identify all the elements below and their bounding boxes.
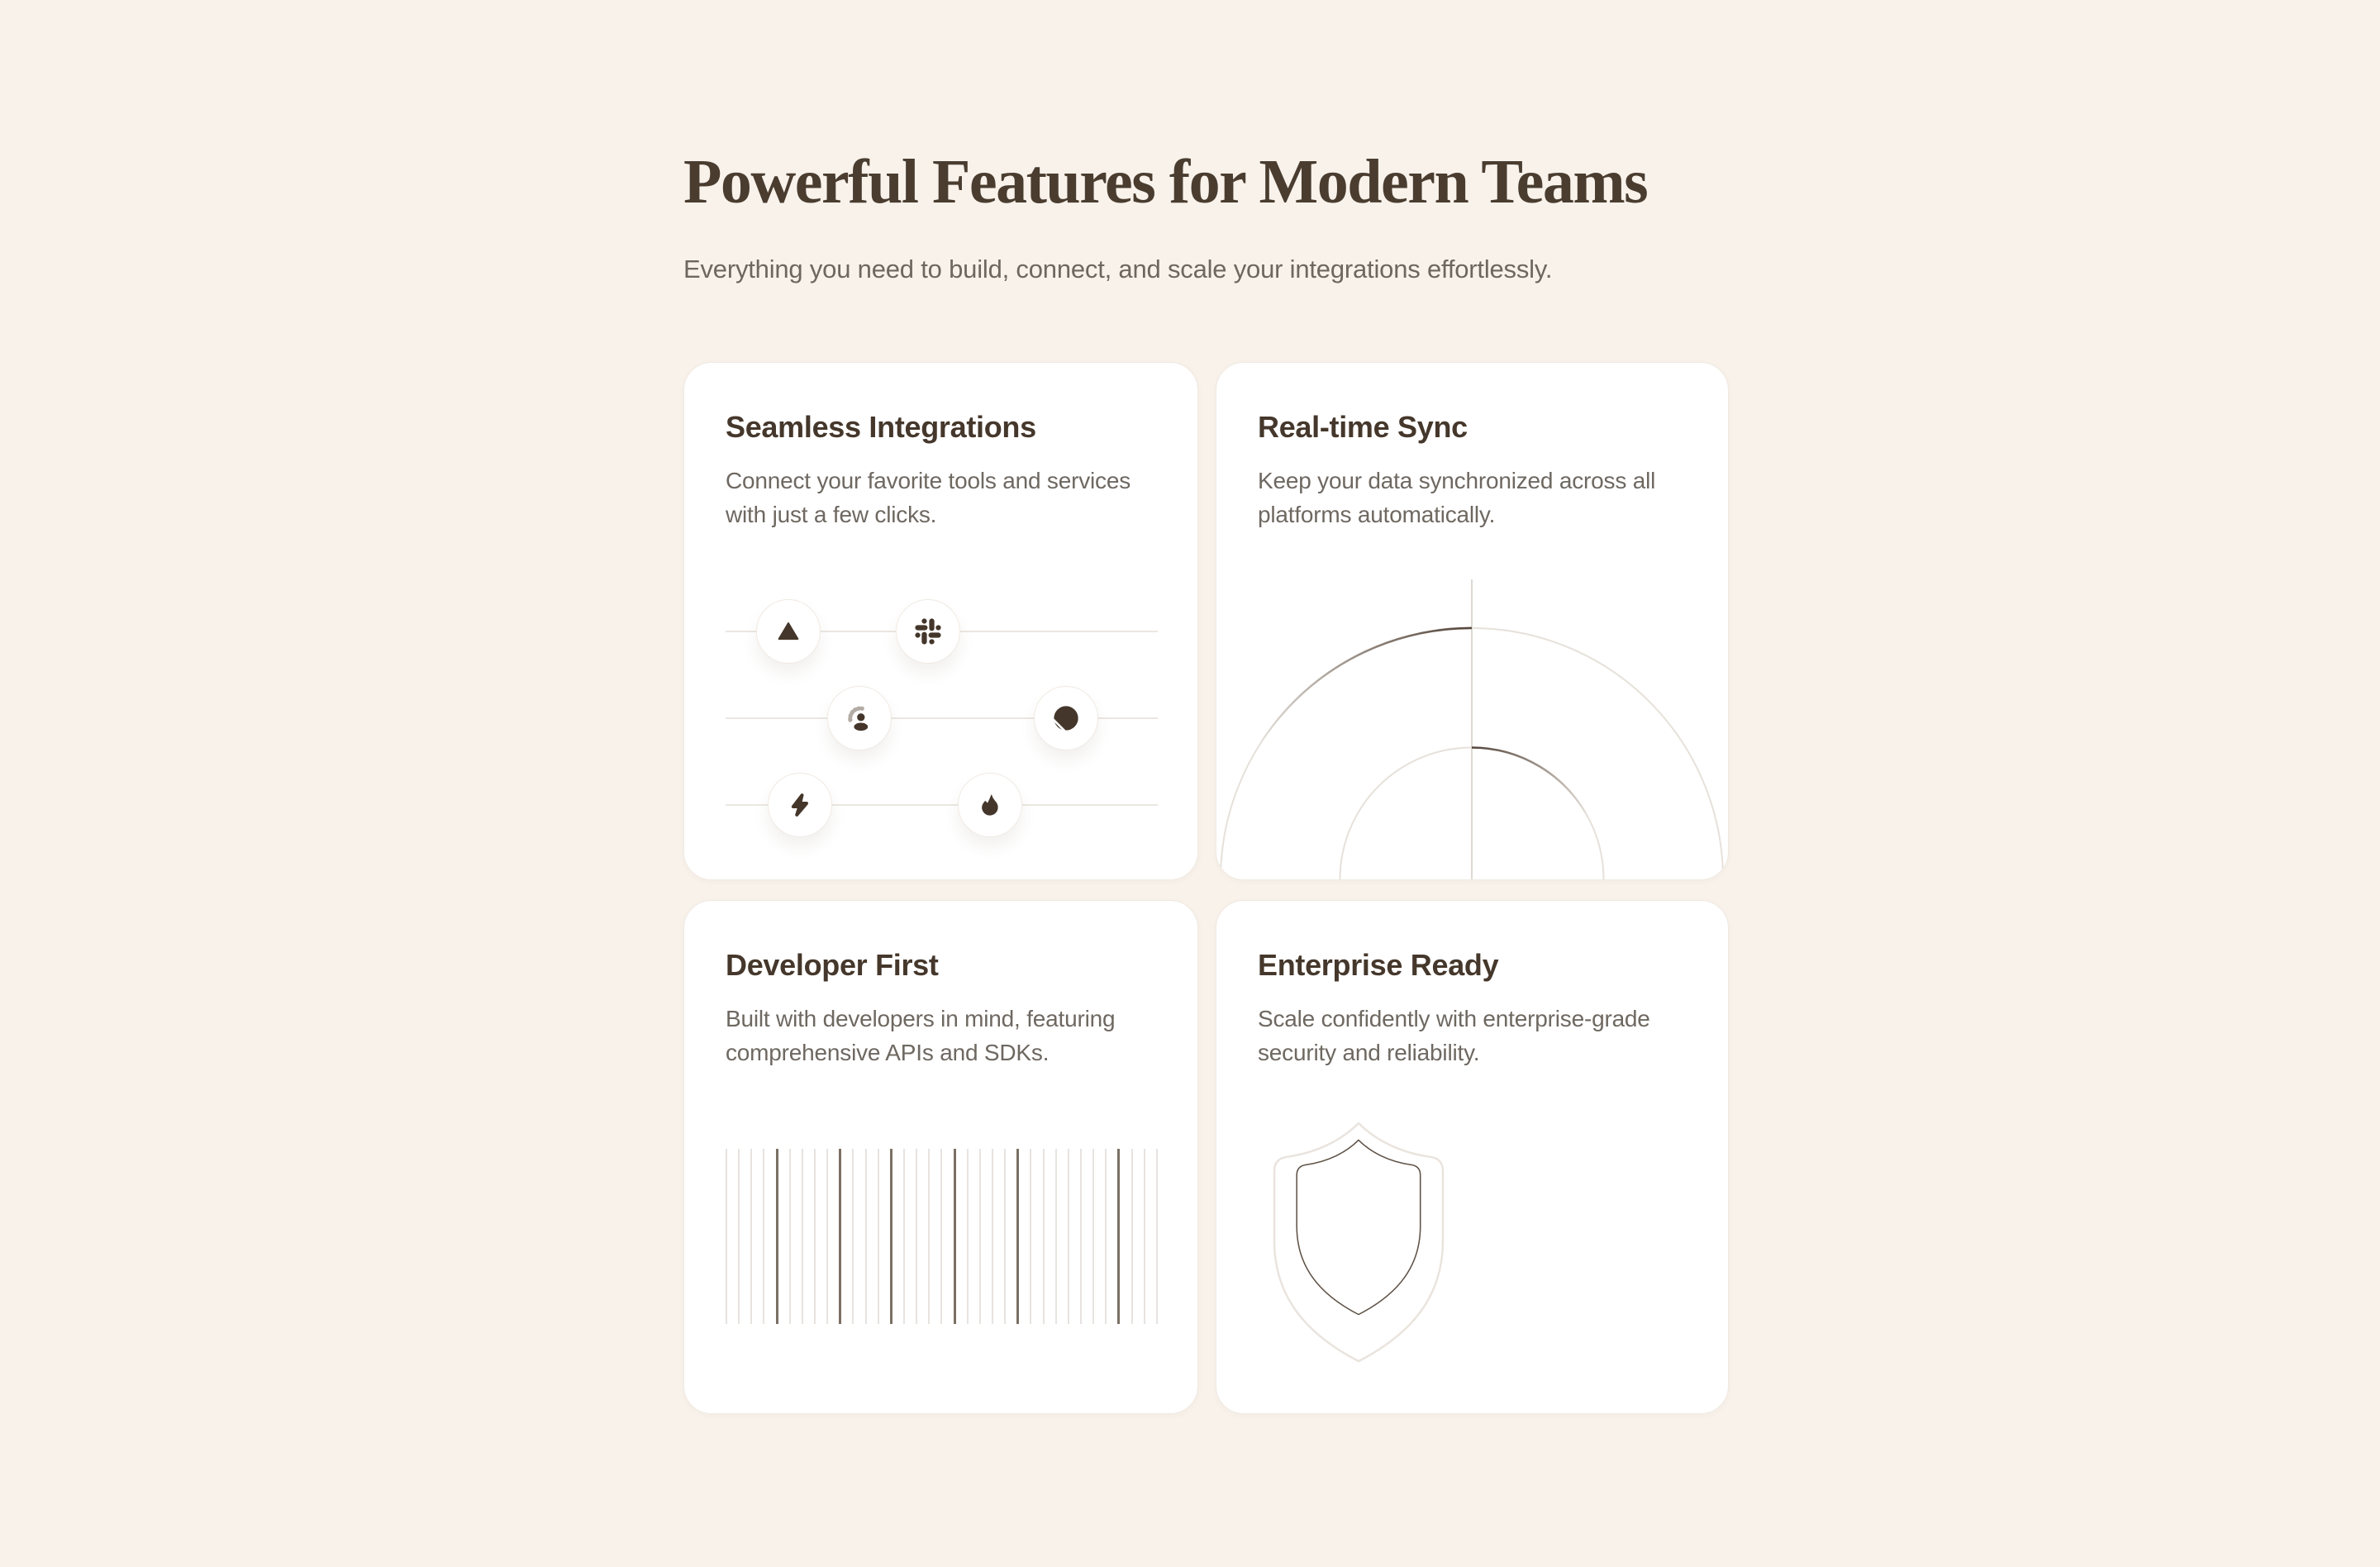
integration-badge (827, 686, 892, 750)
barcode-line (763, 1149, 764, 1324)
card-title: Enterprise Ready (1258, 947, 1499, 982)
barcode-line (954, 1149, 956, 1324)
card-title: Seamless Integrations (726, 409, 1036, 444)
card-title: Developer First (726, 947, 939, 982)
barcode-line (890, 1149, 892, 1324)
barcode-line (1055, 1149, 1057, 1324)
barcode-line (814, 1149, 816, 1324)
card-description: Scale confidently with enterprise-grade security and reliability. (1258, 1006, 1650, 1066)
slack-icon (914, 617, 942, 645)
barcode-line (1068, 1149, 1069, 1324)
barcode-line (979, 1149, 981, 1324)
barcode-line (916, 1149, 917, 1324)
integration-badge (768, 773, 832, 837)
barcode-line (1131, 1149, 1133, 1324)
page-title: Powerful Features for Modern Teams (683, 147, 1648, 217)
barcode-line (1004, 1149, 1006, 1324)
barcode-line (726, 1149, 727, 1324)
shield-graphic (1259, 1117, 1458, 1367)
barcode-line (826, 1149, 828, 1324)
barcode-line (967, 1149, 969, 1324)
barcode-line (789, 1149, 791, 1324)
card-description: Keep your data synchronized across all platforms automatically. (1258, 468, 1656, 528)
barcode-line (940, 1149, 942, 1324)
card-enterprise-ready (1216, 900, 1729, 1414)
barcode-line (1080, 1149, 1082, 1324)
features-section (683, 145, 1730, 1414)
barcode-line (1117, 1149, 1120, 1324)
integration-badge (1034, 686, 1098, 750)
barcode-line (1092, 1149, 1094, 1324)
card-real-time-sync (1216, 362, 1729, 880)
flame-icon (978, 793, 1002, 817)
barcode-line (1105, 1149, 1107, 1324)
barcode-line (1030, 1149, 1031, 1324)
barcode-line (878, 1149, 879, 1324)
bolt-icon (787, 792, 813, 818)
card-title: Real-time Sync (1258, 409, 1468, 444)
triangle-icon (775, 618, 802, 645)
user-arc-icon (845, 703, 874, 733)
barcode-line (928, 1149, 930, 1324)
barcode-line (1016, 1149, 1019, 1324)
barcode-line (1043, 1149, 1045, 1324)
card-seamless-integrations (683, 362, 1198, 880)
card-description: Built with developers in mind, featuring comprehensive APIs and SDKs. (726, 1006, 1116, 1066)
barcode-line (992, 1149, 993, 1324)
striped-circle-icon (1052, 704, 1080, 732)
barcode-line (802, 1149, 803, 1324)
barcode-line (1144, 1149, 1145, 1324)
integration-badge (896, 599, 960, 664)
barcode-line (776, 1149, 778, 1324)
features-grid (683, 362, 1730, 1414)
shield-icon (1259, 1117, 1458, 1367)
page-subtitle: Everything you need to build, connect, and scale your integrations effortlessly. (683, 254, 1553, 283)
barcode-line (865, 1149, 867, 1324)
integration-badge (756, 599, 821, 664)
integration-badge (958, 773, 1022, 837)
barcode-line (903, 1149, 905, 1324)
barcode-line (1156, 1149, 1158, 1324)
card-description: Connect your favorite tools and services with just a few clicks. (726, 468, 1131, 528)
barcode-line (839, 1149, 841, 1324)
card-developer-first (683, 900, 1198, 1414)
barcode-line (750, 1149, 752, 1324)
barcode-line (738, 1149, 740, 1324)
orbit-arcs-graphic (1216, 363, 1728, 879)
barcode-line (852, 1149, 854, 1324)
barcode-graphic (726, 1149, 1158, 1324)
